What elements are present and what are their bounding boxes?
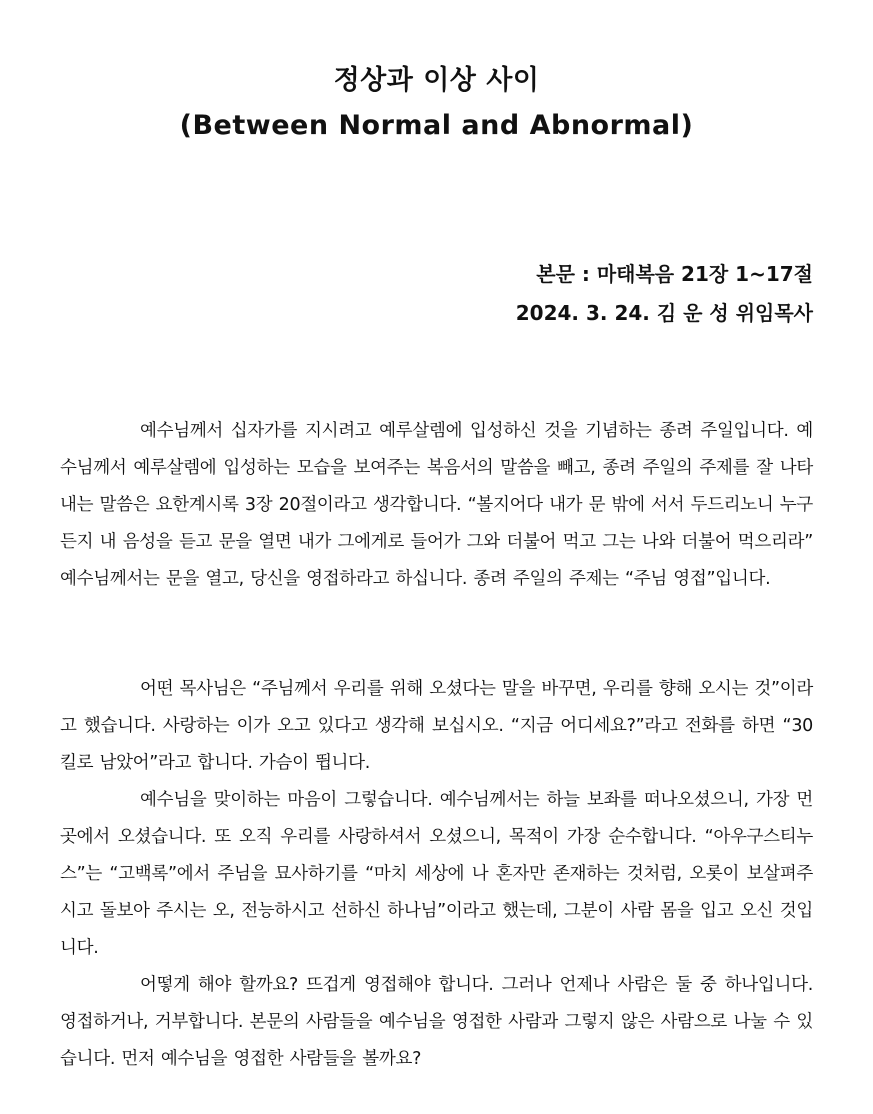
paragraph-1 bbox=[60, 413, 813, 598]
date-and-author: 2024. 3. 24. 김 운 성 위임목사 bbox=[515, 301, 813, 325]
paragraph-3 bbox=[60, 782, 813, 967]
paragraph-text: 어떻게 해야 할까요? 뜨겁게 영접해야 합니다. 그러나 언제나 사람은 둘 중 하나입니다. 영접하거나, 거부합니다. 본문의 사람들을 예수님을 영접한 사람과 그렇지 않은 사람으로 나눌 수 있습니다. 먼저 예수님을 영접한 사람들을 볼까요? bbox=[60, 975, 813, 1069]
paragraph-text: 예수님께서 십자가를 지시려고 예루살렘에 입성하신 것을 기념하는 종려 주일입니다. 예수님께서 예루살렘에 입성하는 모습을 보여주는 복음서의 말씀을 빼고, 종려 주일의 주제를 잘 나타내는 말씀은 요한계시록 3장 20절이라고 생각합니다. “볼지어다 내가 문 밖에 서서 두드리노니 누구든지 내 음성을 듣고 문을 열면 내가 그에게로 들어가 그와 더불어 먹고 그는 나와 더불어 먹으리라” 예수님께서는 문을 열고, 당신을 영접하라고 하십니다. 종려 주일의 주제는 “주님 영접”입니다. bbox=[60, 421, 813, 589]
paragraph-2 bbox=[60, 671, 813, 782]
sermon-title-korean: 정상과 이상 사이 bbox=[333, 65, 540, 96]
paragraph-text: 예수님을 맞이하는 마음이 그렇습니다. 예수님께서는 하늘 보좌를 떠나오셨으니, 가장 먼 곳에서 오셨습니다. 또 오직 우리를 사랑하셔서 오셨으니, 목적이 가장 순수합니다. “아우구스티누스”는 “고백록”에서 주님을 묘사하기를 “마치 세상에 나 혼자만 존재하는 것처럼, 오롯이 보살펴주시고 돌보아 주시는 오, 전능하시고 선하신 하나님”이라고 했는데, 그분이 사람 몸을 입고 오신 것입니다. bbox=[60, 790, 813, 958]
scripture-reference: 본문 : 마태복음 21장 1~17절 bbox=[536, 262, 813, 286]
paragraph-text: 어떤 목사님은 “주님께서 우리를 위해 오셨다는 말을 바꾸면, 우리를 향해 오시는 것”이라고 했습니다. 사랑하는 이가 오고 있다고 생각해 보십시오. “지금 어디세요?”라고 전화를 하면 “30킬로 남았어”라고 합니다. 가슴이 뜁니다. bbox=[60, 679, 813, 773]
paragraph-4 bbox=[60, 967, 813, 1078]
sermon-title-english: (Between Normal and Abnormal) bbox=[179, 110, 694, 141]
